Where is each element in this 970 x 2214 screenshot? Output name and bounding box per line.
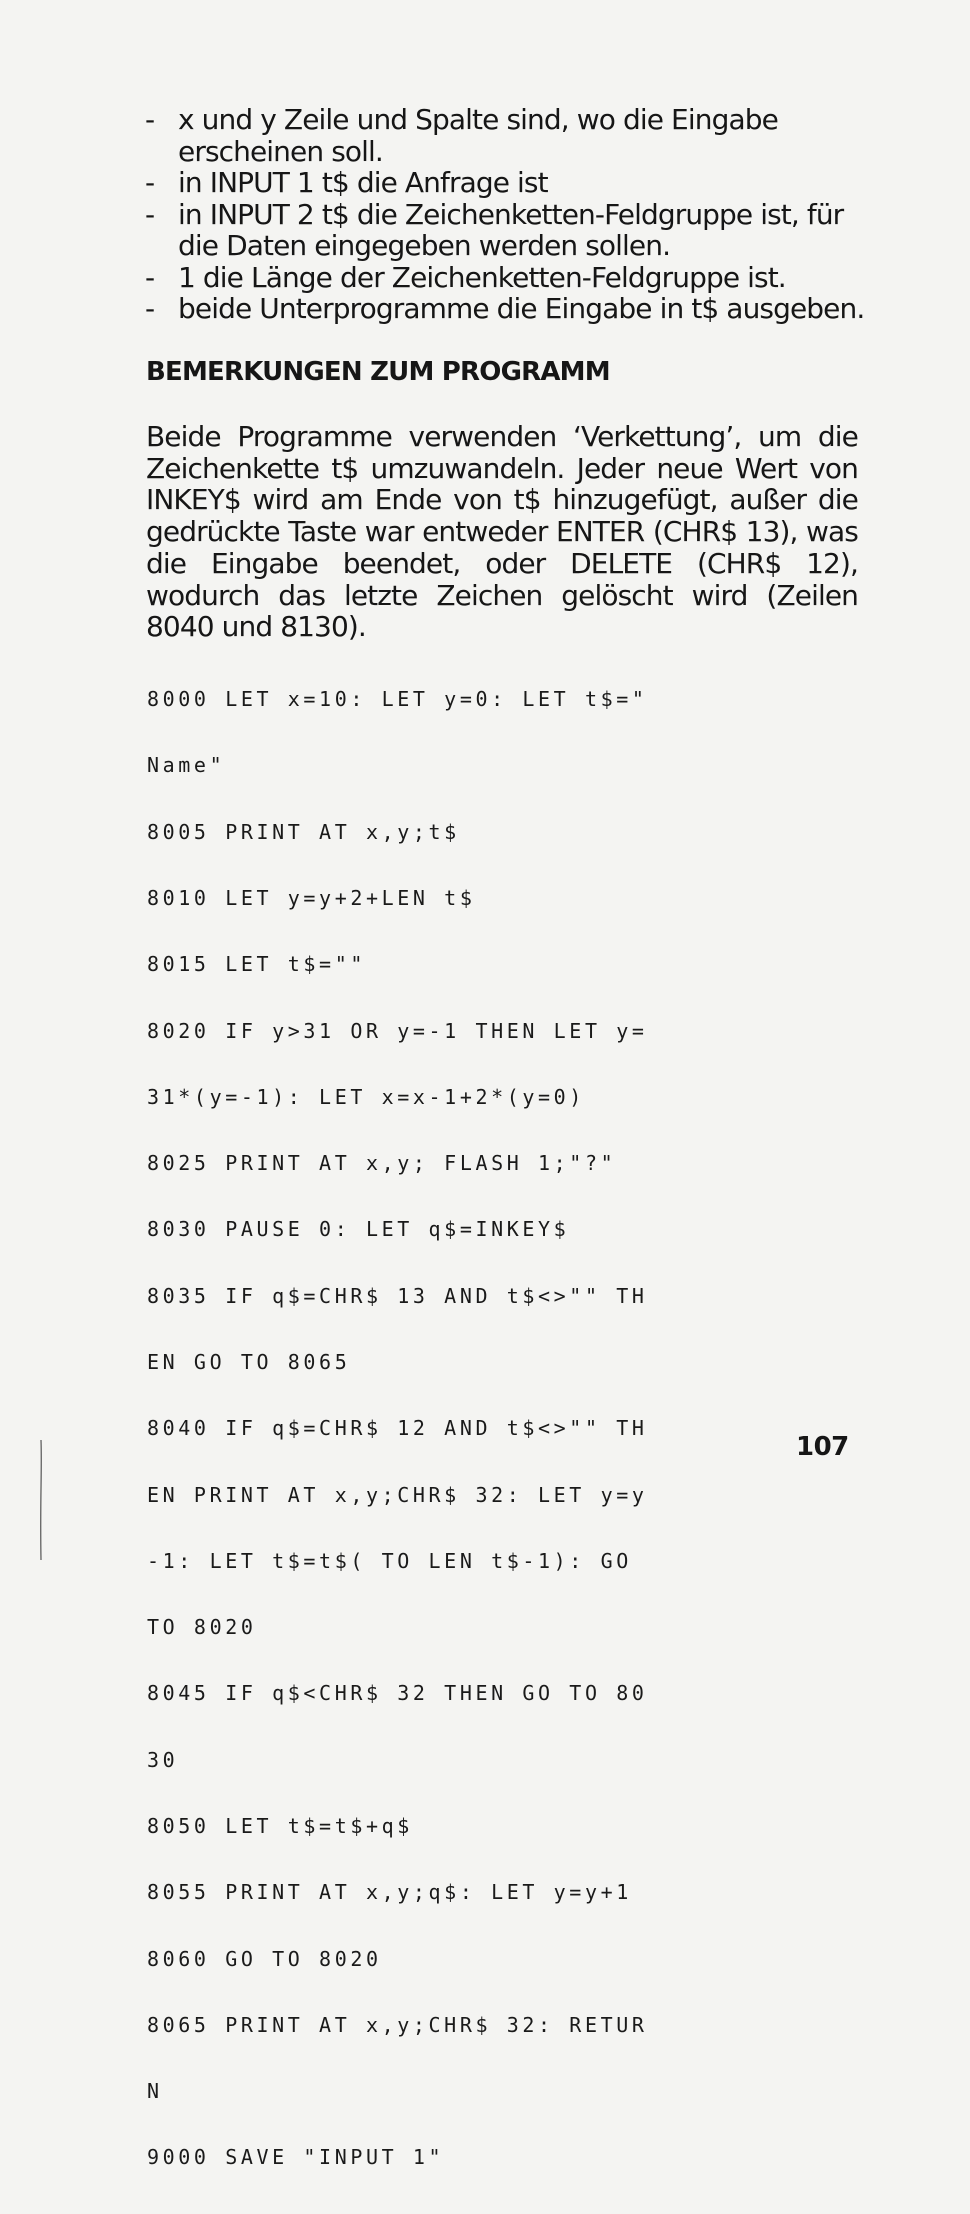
code-line: 8045 IF q$<CHR$ 32 THEN GO TO 80 xyxy=(147,1681,648,1706)
list-item-text: x und y Zeile und Spalte sind, wo die Eingabe erscheinen soll. xyxy=(178,103,778,168)
list-item: - beide Unterprogramme die Eingabe in t$ ausgeben. xyxy=(145,292,865,325)
parameter-list xyxy=(145,104,865,325)
code-line: 8015 LET t$="" xyxy=(147,952,366,977)
code-line: N xyxy=(147,2079,163,2104)
list-item: - in INPUT 1 t$ die Anfrage ist xyxy=(145,166,548,199)
body-paragraph: Beide Programme verwenden ‘Verkettung’, um die Zeichenkette t$ umzuwandeln. Jeder neue Wert von INKEY$ wird am Ende von t$ hinzugefügt, außer die gedrückte Taste war entweder ENTER (CHR$ 13), was die Eingabe beendet, oder DELETE (CHR$ 12), wodurch das letzte Zeichen gelöscht wird (Zeilen 8040 und 8130). xyxy=(146,420,858,644)
code-line: 9000 SAVE "INPUT 1" xyxy=(147,2145,445,2170)
code-line: 8025 PRINT AT x,y; FLASH 1;"?" xyxy=(147,1151,617,1176)
list-item: - in INPUT 2 t$ die Zeichenketten-Feldgruppe ist, für die Daten eingegeben werden sollen. xyxy=(145,197,844,262)
code-line: 8030 PAUSE 0: LET q$=INKEY$ xyxy=(147,1217,570,1242)
list-item-text: in INPUT 1 t$ die Anfrage ist xyxy=(178,166,548,199)
code-line: TO 8020 xyxy=(147,1615,257,1640)
code-line: 8010 LET y=y+2+LEN t$ xyxy=(147,886,476,911)
code-line: EN GO TO 8065 xyxy=(147,1350,351,1374)
section-heading: BEMERKUNGEN ZUM PROGRAMM xyxy=(146,357,610,387)
code-line: 31*(y=-1): LET x=x-1+2*(y=0) xyxy=(147,1084,585,1109)
code-line: 30 xyxy=(147,1747,179,1772)
list-item-text: beide Unterprogramme die Eingabe in t$ ausgeben. xyxy=(178,292,865,325)
code-line: 8005 PRINT AT x,y;t$ xyxy=(147,819,460,844)
code-line: 8060 GO TO 8020 xyxy=(147,1946,382,1971)
code-line: 8065 PRINT AT x,y;CHR$ 32: RETUR xyxy=(147,2012,648,2037)
code-line: 8040 IF q$=CHR$ 12 AND t$<>"" TH xyxy=(147,1416,648,1441)
page-number: 107 xyxy=(796,1432,849,1462)
code-line: Name" xyxy=(147,753,226,778)
code-line: 8050 LET t$=t$+q$ xyxy=(147,1813,413,1838)
code-line: 8020 IF y>31 OR y=-1 THEN LET y= xyxy=(147,1018,648,1043)
list-item-text: in INPUT 2 t$ die Zeichenketten-Feldgruppe ist, für die Daten eingegeben werden sollen. xyxy=(178,197,844,262)
code-line: 8055 PRINT AT x,y;q$: LET y=y+1 xyxy=(147,1880,632,1905)
list-item: - 1 die Länge der Zeichenketten-Feldgruppe ist. xyxy=(145,260,786,294)
code-line: -1: LET t$=t$( TO LEN t$-1): GO xyxy=(147,1548,632,1573)
list-item: - x und y Zeile und Spalte sind, wo die Eingabe erscheinen soll. xyxy=(145,103,778,168)
scan-edge-mark xyxy=(38,1440,44,1560)
code-line: 8035 IF q$=CHR$ 13 AND t$<>"" TH xyxy=(147,1283,648,1308)
list-item-text: 1 die Länge der Zeichenketten-Feldgruppe ist. xyxy=(178,260,786,294)
code-line: 8000 LET x=10: LET y=0: LET t$=" xyxy=(147,687,648,712)
code-line: EN PRINT AT x,y;CHR$ 32: LET y=y xyxy=(147,1482,648,1507)
basic-program-listing xyxy=(147,644,847,2213)
